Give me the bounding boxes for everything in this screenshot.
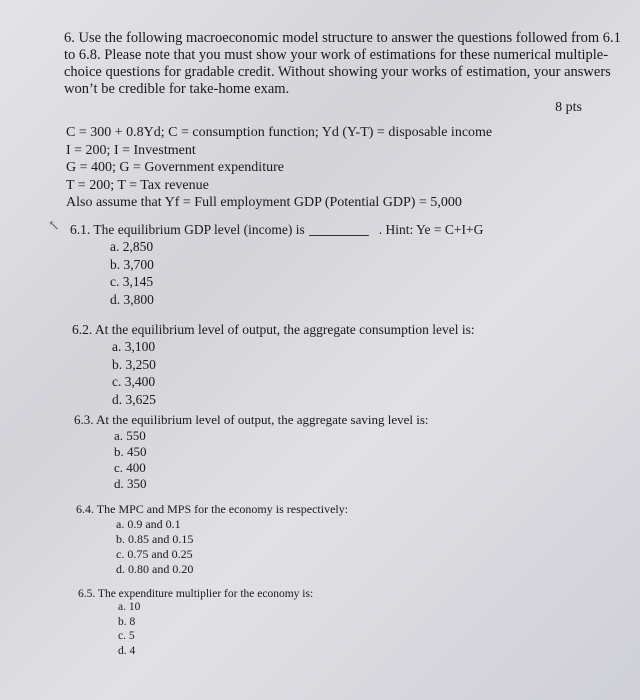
model-structure	[66, 124, 492, 212]
question-stem: 6.2. At the equilibrium level of output, the aggregate consumption level is:	[72, 322, 475, 337]
points-label: 8 pts	[555, 100, 582, 115]
option-d: d. 350	[114, 476, 147, 491]
answer-blank	[309, 235, 369, 236]
model-government: G = 400; G = Government expenditure	[66, 160, 284, 175]
intro-line-3: choice questions for gradable credit. Without showing your works of estimation, your answers	[64, 64, 611, 80]
option-a: a. 3,100	[112, 339, 156, 354]
model-investment: I = 200; I = Investment	[66, 142, 196, 158]
question-6-1	[70, 222, 483, 308]
option-a: a. 10	[118, 601, 141, 613]
question-6-2	[72, 322, 475, 408]
option-d: d. 3,800	[110, 291, 154, 307]
question-6-3	[74, 412, 429, 492]
option-b: b. 0.85 and 0.15	[116, 532, 194, 546]
option-c: c. 0.75 and 0.25	[116, 547, 193, 561]
mouse-cursor-icon: ↖	[48, 219, 60, 234]
option-a: a. 550	[114, 428, 146, 443]
option-b: b. 3,700	[110, 256, 154, 272]
question-stem: 6.1. The equilibrium GDP level (income) is	[70, 222, 305, 237]
option-b: b. 450	[114, 444, 147, 459]
option-a: a. 2,850	[110, 239, 154, 254]
option-b: b. 3,250	[112, 356, 156, 372]
option-b: b. 8	[118, 615, 136, 628]
question-stem: 6.5. The expenditure multiplier for the economy is:	[78, 588, 314, 600]
question-6-5	[78, 588, 313, 658]
intro-line-2: to 6.8. Please note that you must show your work of estimations for these numerical multiple-	[64, 47, 609, 63]
question-6-intro	[64, 30, 624, 98]
option-c: c. 3,145	[110, 274, 154, 289]
model-assumption: Also assume that Yf = Full employment GDP (Potential GDP) = 5,000	[66, 195, 462, 210]
option-d: d. 0.80 and 0.20	[116, 562, 194, 576]
question-6-4	[76, 502, 348, 577]
model-tax: T = 200; T = Tax revenue	[66, 177, 209, 193]
question-stem: 6.4. The MPC and MPS for the economy is respectively:	[76, 502, 349, 516]
option-a: a. 0.9 and 0.1	[116, 517, 181, 531]
option-d: d. 3,625	[112, 391, 156, 407]
model-consumption: C = 300 + 0.8Yd; C = consumption function; Yd (Y-T) = disposable income	[66, 125, 493, 140]
option-c: c. 5	[118, 630, 135, 642]
option-c: c. 400	[114, 460, 146, 475]
option-d: d. 4	[118, 644, 136, 657]
question-hint: . Hint: Ye = C+I+G	[378, 222, 484, 237]
intro-line-4: won’t be credible for take-home exam.	[64, 81, 290, 97]
question-stem: 6.3. At the equilibrium level of output, the aggregate saving level is:	[74, 412, 429, 427]
option-c: c. 3,400	[112, 374, 156, 389]
intro-line-1: 6. Use the following macroeconomic model structure to answer the questions followed from 6.1	[64, 30, 621, 46]
